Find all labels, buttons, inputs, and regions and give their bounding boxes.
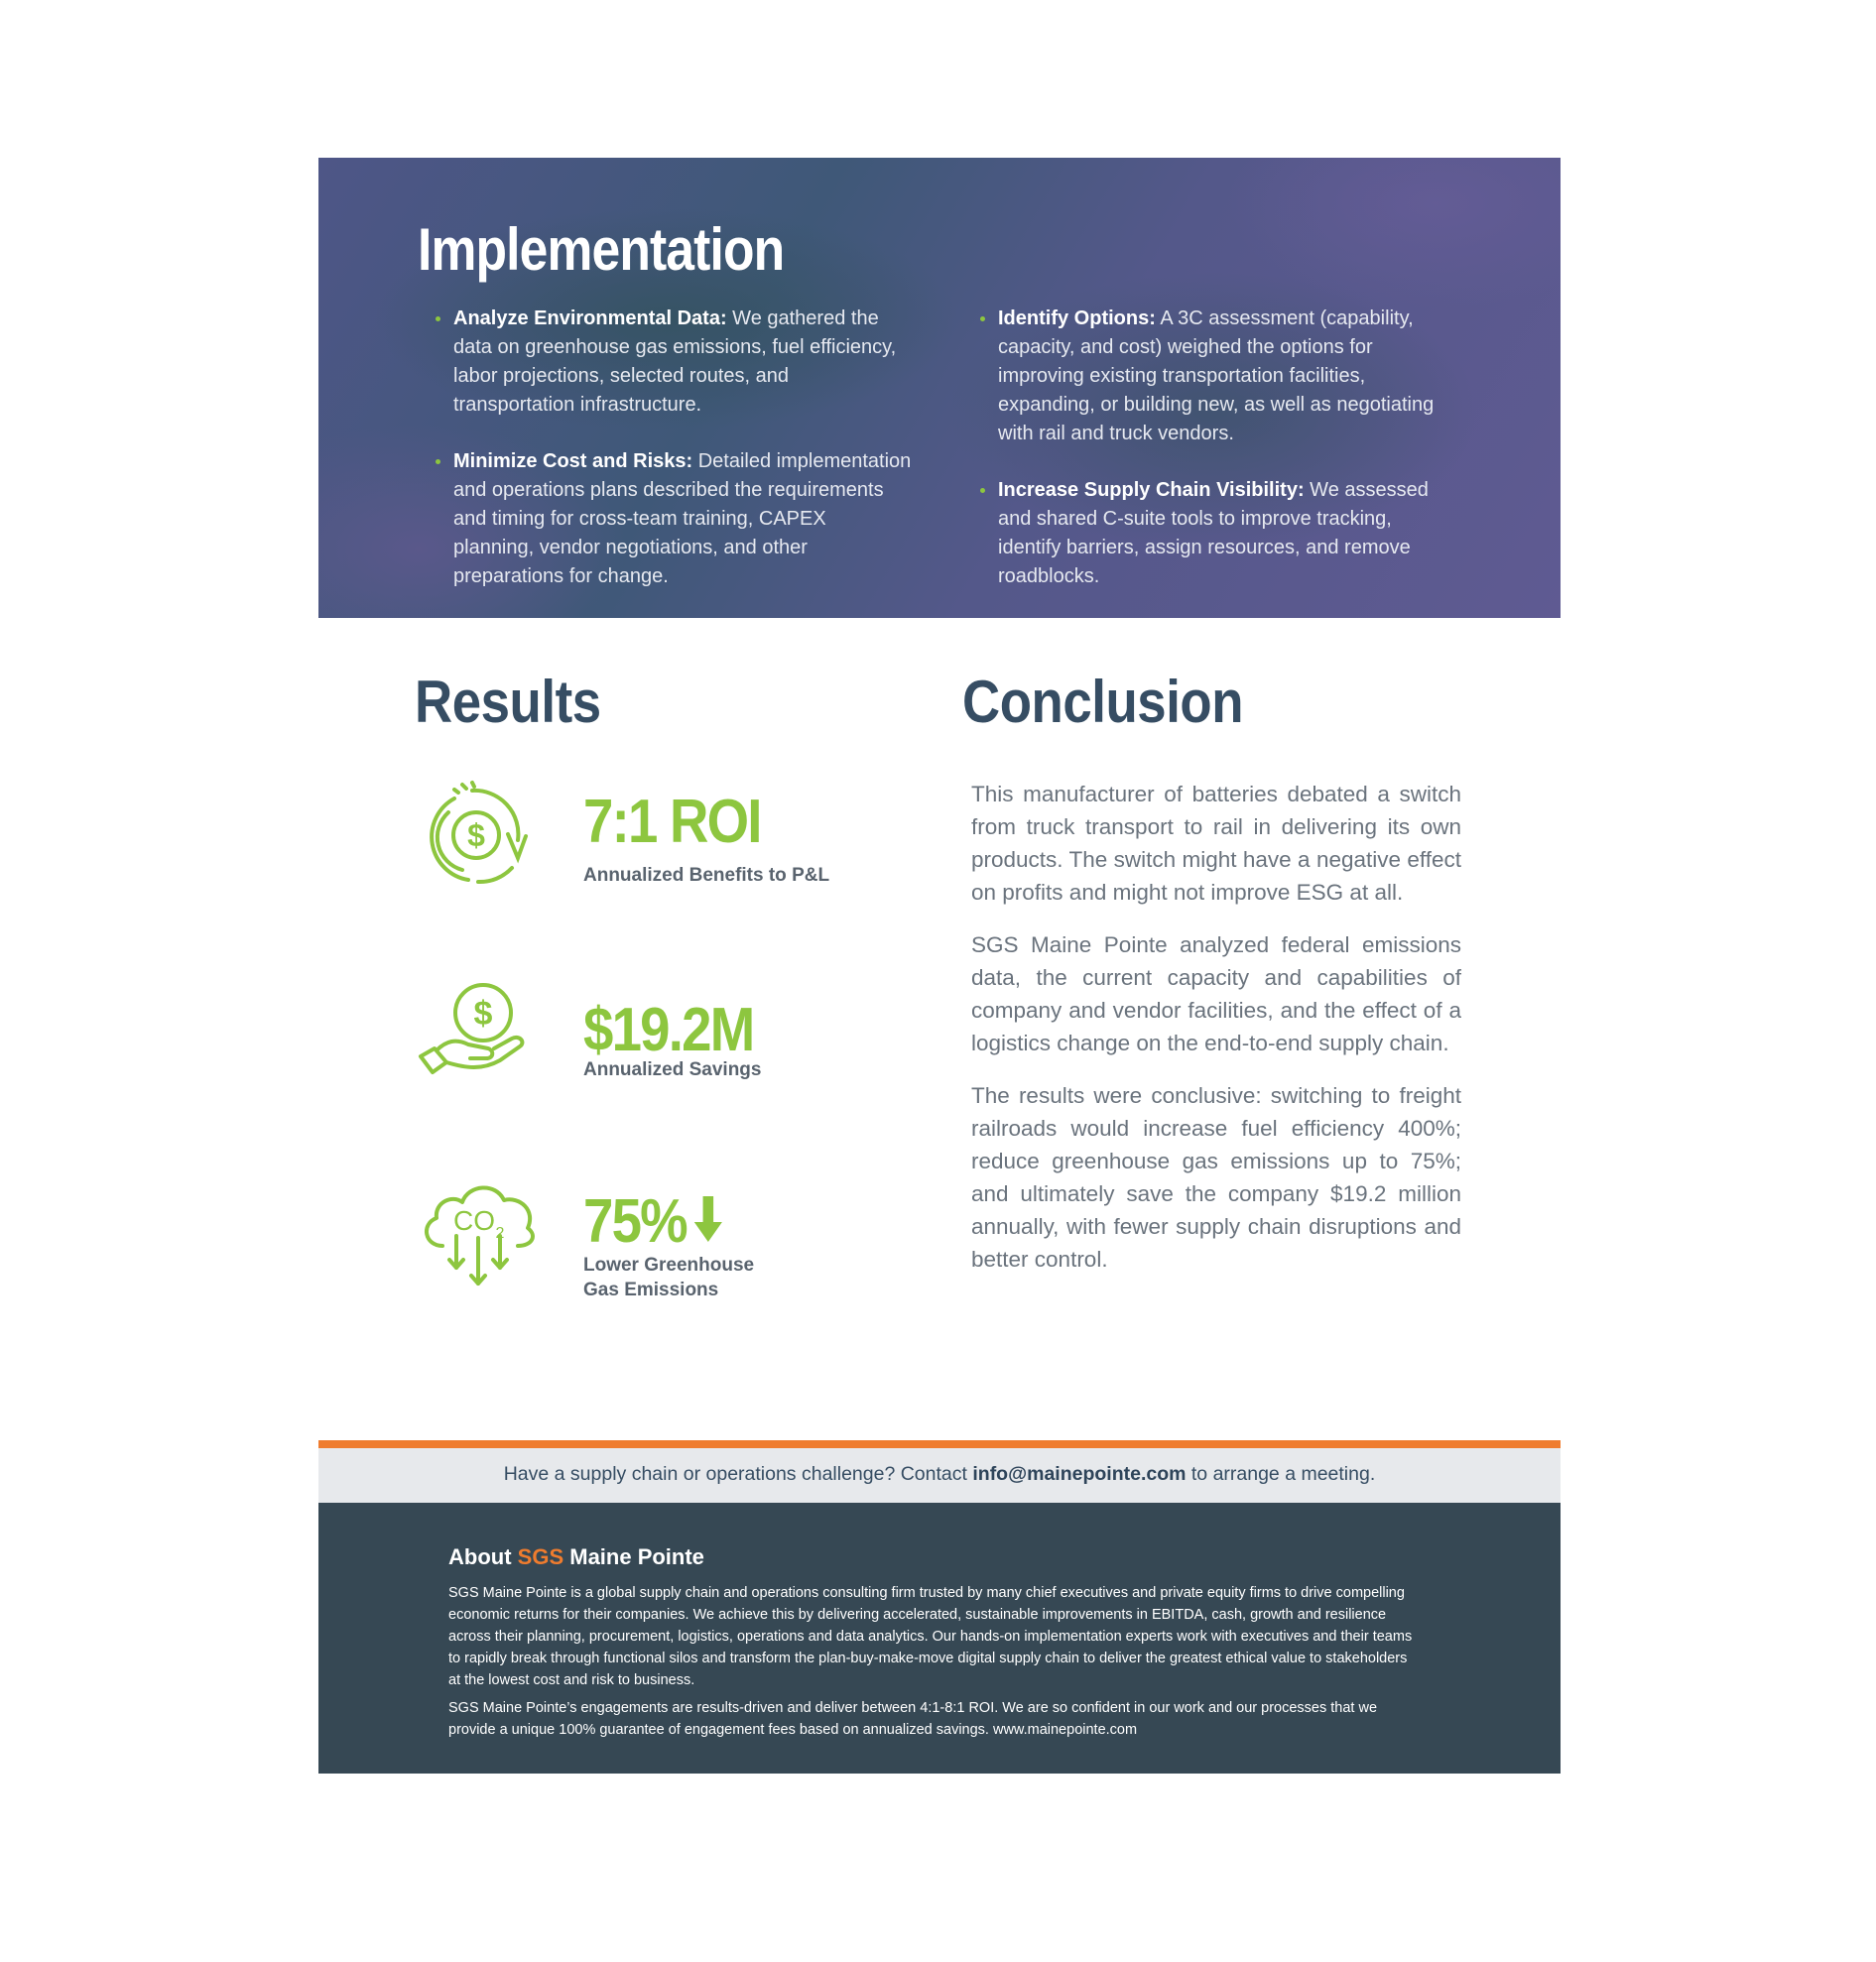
bullet-text: We gathered the data on greenhouse gas emissions, fuel efficiency, labor projections, selected routes, and transportation infrastructure. — [453, 307, 897, 416]
conclusion-title: Conclusion — [962, 669, 1244, 735]
svg-text:2: 2 — [495, 1225, 505, 1242]
about-title-prefix: About — [448, 1544, 518, 1569]
metric-caption: Annualized Savings — [583, 1059, 762, 1080]
implementation-left-column — [436, 305, 912, 619]
bullet-identify-options — [980, 305, 1456, 448]
bullet-analyze-data — [436, 305, 912, 420]
metric-caption — [583, 1253, 754, 1302]
about-paragraph: SGS Maine Pointe is a global supply chain and operations consulting firm trusted by many chief executives and private equity firms to drive compelling economic returns for their companies. We achieve this by delivering accelerated, sustainable improvements in EBITDA, cash, growth and resilience across their planning, procurement, logistics, operations and data analytics. Our hands-on implementation experts work with executives and their teams to rapidly break through functional silos and transform the plan-buy-make-move digital supply chain to deliver the greatest ethical value to stakeholders at the lowest cost and risk to business. — [448, 1585, 1413, 1688]
conclusion-paragraph: SGS Maine Pointe analyzed federal emissions data, the current capacity and capabilities of company and vendor facilities, and the effect of a logistics change on the end-to-end supply chain. — [971, 932, 1461, 1055]
about-paragraph: SGS Maine Pointe’s engagements are results-driven and deliver between 4:1-8:1 ROI. We are so confident in our work and our processes that we provide a unique 100% guarantee of engagement fees based on annualized savings. www.mainepointe.com — [448, 1700, 1378, 1738]
hand-coin-icon — [417, 979, 536, 1088]
svg-text:$: $ — [467, 817, 485, 853]
bullet-title: Increase Supply Chain Visibility: — [998, 479, 1305, 501]
bullet-supply-chain-visibility — [980, 476, 1456, 591]
cta-bar — [318, 1448, 1561, 1503]
metric-emissions — [417, 1176, 833, 1305]
bullet-text: Detailed implementation and operations plans described the requirements and timing for cross-team training, CAPEX planning, vendor negotiations, and other preparations for change. — [453, 450, 912, 587]
metric-caption: Annualized Benefits to P&L — [583, 865, 830, 886]
about-title-accent: SGS — [517, 1544, 564, 1569]
metric-caption-line: Lower Greenhouse — [583, 1255, 755, 1276]
implementation-section — [318, 158, 1561, 618]
dollar-cycle-icon — [417, 779, 536, 893]
svg-text:CO: CO — [453, 1205, 495, 1236]
about-title-suffix: Maine Pointe — [563, 1544, 704, 1569]
metric-caption-line: Gas Emissions — [583, 1280, 719, 1300]
about-section — [318, 1503, 1561, 1774]
bullet-text: We assessed and shared C-suite tools to improve tracking, identify barriers, assign resources, and remove roadblocks. — [998, 479, 1429, 587]
svg-text:$: $ — [473, 995, 493, 1033]
about-title — [448, 1544, 704, 1570]
cta-text-after: to arrange a meeting. — [1186, 1463, 1376, 1485]
bullet-title: Minimize Cost and Risks: — [453, 450, 693, 472]
implementation-right-column — [980, 305, 1456, 619]
conclusion-body — [971, 778, 1461, 1295]
metric-savings — [417, 979, 833, 1098]
bullet-text: A 3C assessment (capability, capacity, and cost) weighed the options for improving existing transportation facilities, expanding, or building new, as well as negotiating with rail and truck vendors. — [998, 307, 1435, 444]
conclusion-paragraph: The results were conclusive: switching to freight railroads would increase fuel efficiency 400%; reduce greenhouse gas emissions up to 75%; and ultimately save the company $19.2 million annually, with fewer supply chain disruptions and better control. — [971, 1083, 1461, 1272]
bullet-title: Identify Options: — [998, 307, 1156, 329]
down-arrow-icon — [693, 1194, 723, 1244]
contact-email-link[interactable]: info@mainepointe.com — [972, 1463, 1187, 1485]
cta-divider — [318, 1440, 1561, 1448]
implementation-title: Implementation — [418, 216, 785, 283]
metric-value: 7:1 ROI — [583, 788, 761, 856]
metric-value — [583, 1186, 723, 1257]
metric-roi — [417, 779, 833, 898]
bullet-minimize-cost — [436, 447, 912, 591]
cta-text-before: Have a supply chain or operations challenge? Contact — [503, 1463, 973, 1485]
co2-cloud-icon — [417, 1176, 541, 1288]
results-title: Results — [415, 669, 601, 735]
metric-value: $19.2M — [583, 996, 754, 1064]
bullet-title: Analyze Environmental Data: — [453, 307, 727, 329]
metric-value-text: 75% — [583, 1187, 687, 1256]
conclusion-paragraph: This manufacturer of batteries debated a switch from truck transport to rail in delivering its own products. The switch might have a negative effect on profits and might not improve ESG at all. — [971, 782, 1461, 905]
